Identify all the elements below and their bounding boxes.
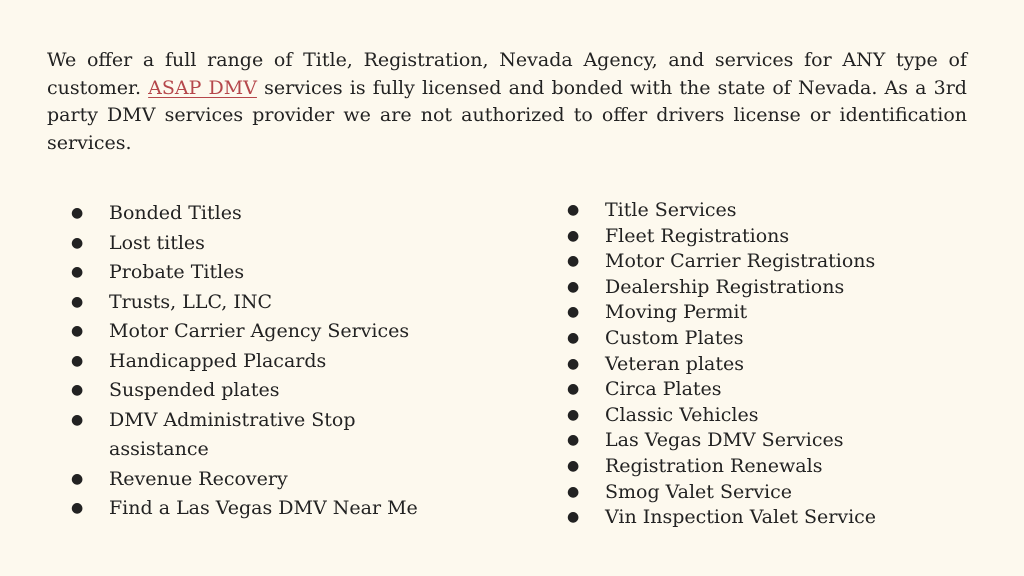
list-item-label: Handicapped Placards xyxy=(109,349,327,372)
bullet-icon: ● xyxy=(71,234,84,251)
list-item-label: Title Services xyxy=(605,199,737,221)
bullet-icon: ● xyxy=(71,500,84,516)
list-item xyxy=(543,326,983,352)
bullet-icon: ● xyxy=(71,205,84,221)
list-item xyxy=(543,249,983,275)
intro-text-end: services is fully licensed and bonded with the state of Nevada. As a 3rd party DMV services provider we are not authorized to offer drivers license or identification services. xyxy=(47,76,967,154)
bullet-icon: ● xyxy=(567,202,580,218)
bullet-icon: ● xyxy=(567,355,580,372)
list-item-label: Motor Carrier Agency Services xyxy=(109,320,410,342)
asap-dmv-link[interactable]: ASAP DMV xyxy=(148,76,257,99)
intro-paragraph xyxy=(47,47,967,157)
bullet-icon: ● xyxy=(71,293,84,310)
list-item-label: Custom Plates xyxy=(605,326,744,349)
list-item-label: Dealership Registrations xyxy=(605,275,845,298)
list-item-label: Find a Las Vegas DMV Near Me xyxy=(109,497,418,519)
list-item-label: Fleet Registrations xyxy=(605,224,790,247)
list-item xyxy=(47,258,467,288)
bullet-icon: ● xyxy=(567,304,580,321)
bullet-icon: ● xyxy=(567,483,580,500)
list-item xyxy=(47,465,467,495)
list-item-label: Bonded Titles xyxy=(109,202,242,224)
list-item-label: Circa Plates xyxy=(605,378,722,401)
list-item xyxy=(543,300,983,326)
list-item xyxy=(543,505,983,531)
bullet-icon: ● xyxy=(567,381,580,398)
bullet-icon: ● xyxy=(567,253,580,270)
list-item-label: Moving Permit xyxy=(605,301,748,324)
list-item xyxy=(543,454,983,480)
bullet-icon: ● xyxy=(71,352,84,369)
list-item xyxy=(543,275,983,301)
bullet-icon: ● xyxy=(567,406,580,423)
right-service-list xyxy=(543,198,983,531)
list-item-label: Smog Valet Service xyxy=(605,480,793,503)
list-item xyxy=(543,480,983,506)
list-item-label: Trusts, LLC, INC xyxy=(109,290,273,313)
list-item-label: Classic Vehicles xyxy=(605,403,759,426)
bullet-icon: ● xyxy=(567,457,580,474)
list-item xyxy=(47,229,467,259)
bullet-icon: ● xyxy=(71,470,84,487)
list-item xyxy=(543,377,983,403)
bullet-icon: ● xyxy=(567,432,580,449)
list-item xyxy=(47,317,467,347)
list-item xyxy=(47,199,467,229)
list-item-label: Vin Inspection Valet Service xyxy=(605,506,877,529)
list-item xyxy=(543,352,983,378)
list-item xyxy=(47,288,467,318)
list-item-label: Las Vegas DMV Services xyxy=(605,429,844,452)
list-item-label: Lost titles xyxy=(109,231,205,254)
list-item-label: Revenue Recovery xyxy=(109,467,288,490)
bullet-icon: ● xyxy=(567,278,580,295)
list-item xyxy=(47,347,467,377)
list-item xyxy=(543,198,983,224)
list-item-label: DMV Administrative Stop assistance xyxy=(109,408,356,460)
bullet-icon: ● xyxy=(567,227,580,244)
list-item-label: Suspended plates xyxy=(109,379,280,401)
list-item xyxy=(543,224,983,250)
list-item xyxy=(47,376,467,406)
bullet-icon: ● xyxy=(71,264,84,280)
list-item-label: Registration Renewals xyxy=(605,454,823,477)
bullet-icon: ● xyxy=(567,509,580,526)
list-item xyxy=(543,403,983,429)
list-item-label: Veteran plates xyxy=(605,352,744,375)
list-item xyxy=(47,406,409,465)
bullet-icon: ● xyxy=(567,329,580,346)
list-item xyxy=(543,428,983,454)
bullet-icon: ● xyxy=(71,323,84,339)
list-item xyxy=(47,494,467,524)
intro-text-start: We offer a full range of Title, Registration, Nevada Agency, and services for ANY type of customer. xyxy=(47,49,967,99)
list-item-label: Motor Carrier Registrations xyxy=(605,250,876,273)
list-item-label: Probate Titles xyxy=(109,261,245,283)
bullet-icon: ● xyxy=(71,411,84,428)
left-service-list xyxy=(47,199,467,524)
bullet-icon: ● xyxy=(71,382,84,398)
